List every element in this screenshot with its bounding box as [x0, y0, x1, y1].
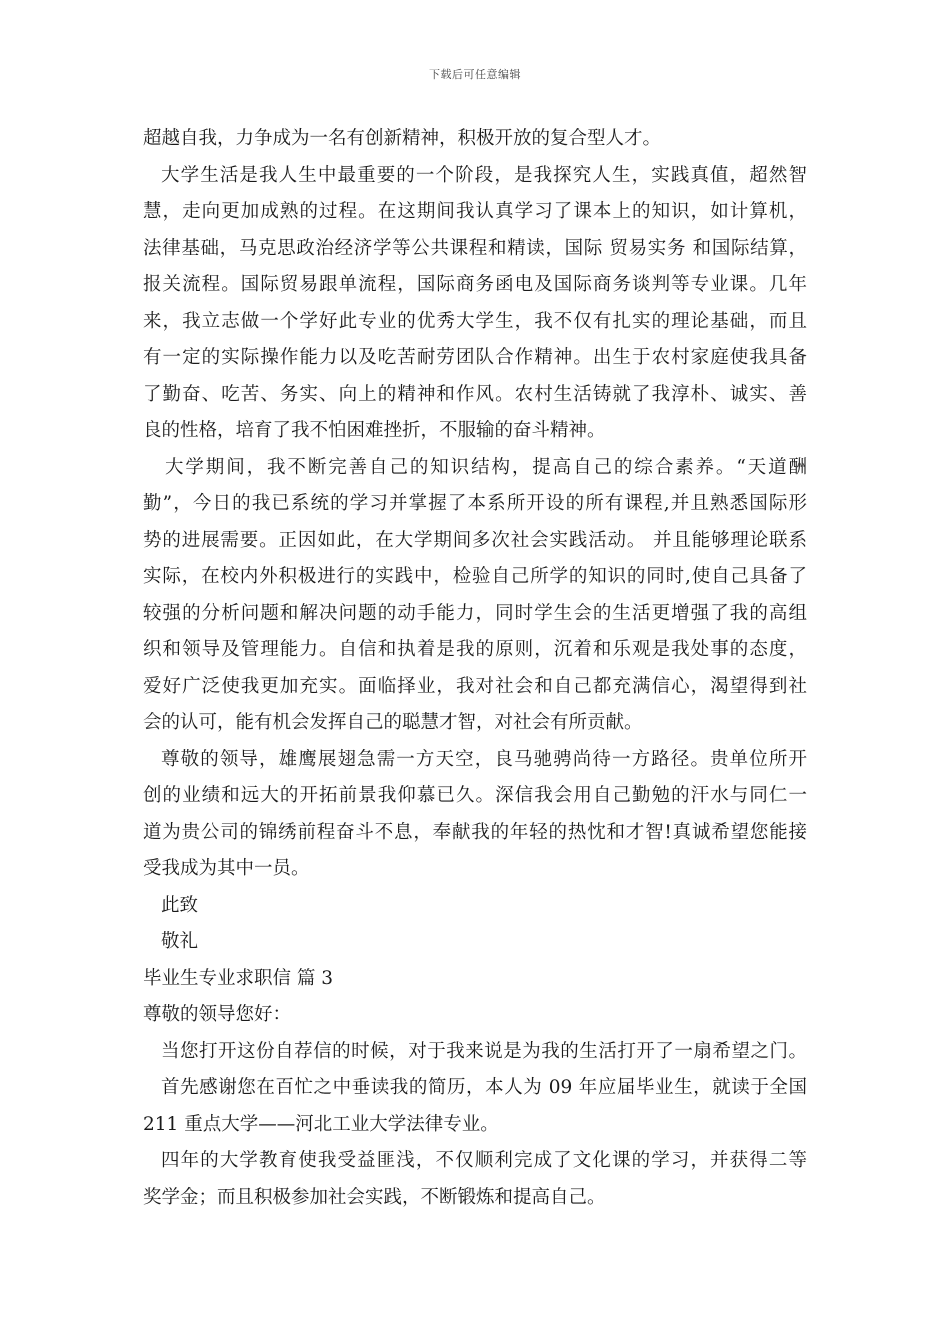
text-line: 较强的分析问题和解决问题的动手能力，同时学生会的生活更增强了我的高组: [143, 602, 807, 624]
text-line: 毕业生专业求职信 篇 3: [143, 967, 334, 989]
text-line: 受我成为其中一员。: [143, 858, 310, 879]
text-line: 慧，走向更加成熟的过程。在这期间我认真学习了课本上的知识，如计算机，: [143, 201, 807, 222]
text-line: 超越自我，力争成为一名有创新精神，积极开放的复合型人才。: [143, 128, 662, 149]
text-line: 实际，在校内外积极进行的实践中，检验自己所学的知识的同时,使自己具备了: [143, 566, 807, 587]
text-line: 爱好广泛使我更加充实。面临择业，我对社会和自己都充满信心，渴望得到社: [143, 675, 807, 697]
text-line: 了勤奋、吃苦、务实、向上的精神和作风。农村生活铸就了我淳朴、诚实、善: [143, 383, 807, 405]
text-line: 来，我立志做一个学好此专业的优秀大学生，我不仅有扎实的理论基础，而且: [143, 310, 807, 332]
text-line: 尊敬的领导，雄鹰展翅急需一方天空，良马驰骋尚待一方路径。贵单位所开: [161, 748, 807, 770]
text-line: 首先感谢您在百忙之中垂读我的简历，本人为 09 年应届毕业生，就读于全国: [161, 1077, 807, 1098]
text-line: 织和领导及管理能力。自信和执着是我的原则，沉着和乐观是我处事的态度，: [143, 639, 807, 660]
document-body: [143, 121, 807, 1216]
text-line: 当您打开这份自荐信的时候，对于我来说是为我的生活打开了一扇希望之门。: [161, 1040, 807, 1062]
text-line: 道为贵公司的锦绣前程奋斗不息，奉献我的年轻的热忱和才智!真诚希望您能接: [143, 821, 807, 843]
text-line: 此致: [161, 894, 199, 916]
text-line: 创的业绩和远大的开拓前景我仰慕已久。深信我会用自己勤勉的汗水与同仁一: [143, 785, 807, 806]
text-line: 大学生活是我人生中最重要的一个阶段，是我探究人生，实践真值，超然智: [161, 164, 807, 186]
text-line: 报关流程。国际贸易跟单流程，国际商务函电及国际商务谈判等专业课。几年: [143, 274, 807, 295]
text-line: 有一定的实际操作能力以及吃苦耐劳团队合作精神。出生于农村家庭使我具备: [143, 347, 807, 368]
text-line: 敬礼: [161, 931, 199, 952]
text-line: 211 重点大学——河北工业大学法律专业。: [143, 1113, 499, 1135]
text-line: 势的进展需要。正因如此，在大学期间多次社会实践活动。 并且能够理论联系: [143, 529, 807, 551]
text-line: 奖学金；而且积极参加社会实践，不断锻炼和提高自己。: [143, 1186, 606, 1208]
text-line: 大学期间，我不断完善自己的知识结构，提高自己的综合素养。“天道酬: [165, 456, 807, 478]
text-line: 勤”，今日的我已系统的学习并掌握了本系所开设的所有课程,并且熟悉国际形: [143, 493, 807, 514]
text-line: 法律基础，马克思政治经济学等公共课程和精读，国际 贸易实务 和国际结算，: [143, 237, 807, 259]
text-line: 四年的大学教育使我受益匪浅，不仅顺利完成了文化课的学习，并获得二等: [161, 1150, 807, 1171]
text-line: 会的认可，能有机会发挥自己的聪慧才智，对社会有所贡献。: [143, 712, 643, 733]
text-line: 尊敬的领导您好：: [143, 1004, 292, 1025]
text-line: 良的性格，培育了我不怕困难挫折，不服输的奋斗精神。: [143, 420, 606, 441]
header-note: 下载后可任意编辑: [429, 68, 521, 81]
